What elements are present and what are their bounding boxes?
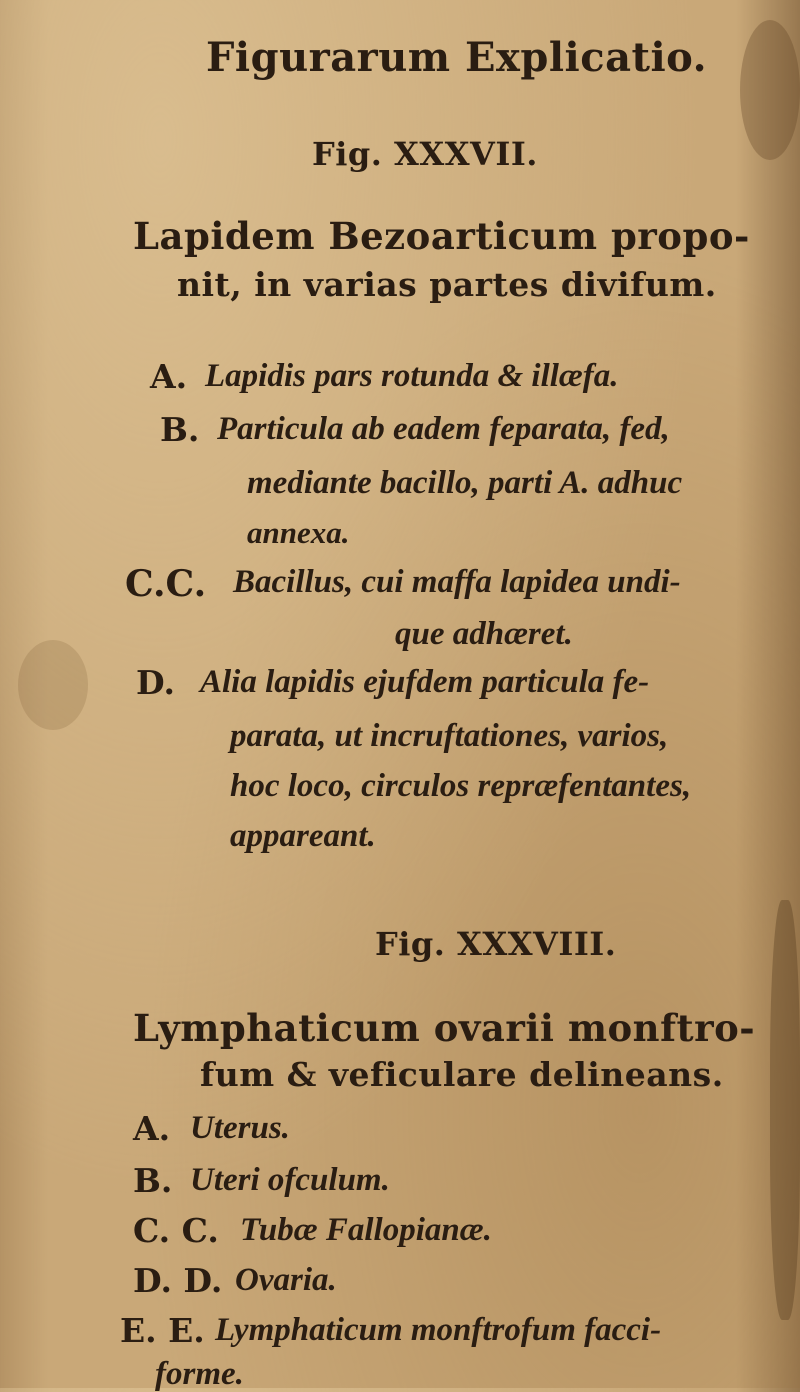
entry-key-d: D. <box>136 663 175 702</box>
entry-38-key-b: B. <box>133 1161 173 1200</box>
entry-38-cc-text: Tubæ Fallopianæ. <box>240 1212 492 1248</box>
figure-label-37: Fig. XXXVII. <box>312 135 538 173</box>
entry-cc-line-1: Bacillus, cui maffa lapidea undi- <box>233 564 681 600</box>
entry-b-line-3: annexa. <box>247 515 350 550</box>
figure-38-title-line-2: fum & veficulare delineans. <box>200 1055 724 1094</box>
entry-38-ee-line-1: Lymphaticum monftrofum facci- <box>215 1312 662 1348</box>
paper-stain <box>770 900 800 1320</box>
entry-key-a: A. <box>150 357 188 396</box>
figure-37-title-line-1: Lapidem Bezoarticum propo- <box>133 214 750 258</box>
entry-a-line-1: Lapidis pars rotunda & illæfa. <box>205 358 619 394</box>
entry-d-line-1: Alia lapidis ejufdem particula fe- <box>200 664 650 700</box>
entry-38-b-text: Uteri ofculum. <box>190 1162 390 1198</box>
entry-38-a-text: Uterus. <box>190 1110 290 1146</box>
figure-37-title-line-2: nit, in varias partes divifum. <box>177 265 717 304</box>
figure-38-title-line-1: Lymphaticum ovarii monftro- <box>133 1006 756 1050</box>
entry-b-line-2: mediante bacillo, parti A. adhuc <box>247 465 683 501</box>
running-head: Figurarum Explicatio. <box>206 34 708 81</box>
paper-stain <box>740 20 800 160</box>
entry-38-key-cc: C. C. <box>133 1211 219 1250</box>
entry-d-line-3: hoc loco, circulos repræfentantes, <box>230 768 692 804</box>
entry-38-dd-text: Ovaria. <box>235 1262 337 1298</box>
entry-38-key-ee: E. E. <box>120 1311 205 1350</box>
entry-key-cc: C.C. <box>125 563 207 605</box>
paper-stain <box>18 640 88 730</box>
entry-d-line-4: appareant. <box>230 818 376 854</box>
entry-cc-line-2: que adhæret. <box>395 616 573 652</box>
entry-38-ee-line-2: forme. <box>155 1356 244 1392</box>
figure-label-38: Fig. XXXVIII. <box>375 925 617 963</box>
entry-key-b: B. <box>160 410 200 449</box>
entry-b-line-1: Particula ab eadem feparata, fed, <box>217 411 670 447</box>
entry-38-key-dd: D. D. <box>133 1261 223 1300</box>
entry-38-key-a: A. <box>133 1109 171 1148</box>
entry-d-line-2: parata, ut incruftationes, varios, <box>230 718 669 754</box>
